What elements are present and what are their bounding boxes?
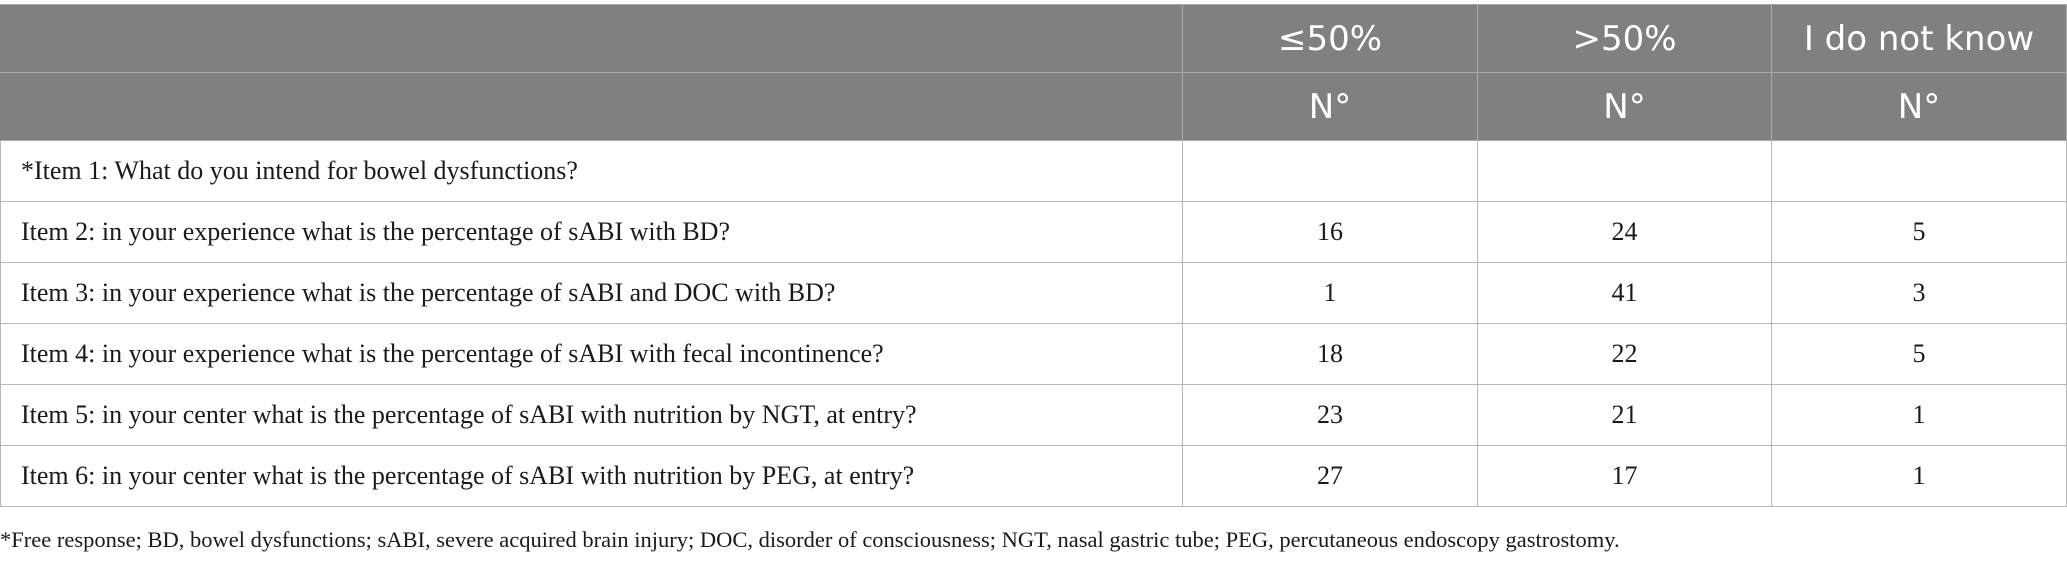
- header-count-do-not-know: N°: [1772, 73, 2067, 141]
- item-question: Item 6: in your center what is the percentage of sABI with nutrition by PEG, at entry?: [1, 446, 1183, 507]
- count-le50: [1183, 141, 1478, 202]
- table-row: [1, 202, 2067, 263]
- table-footnote: *Free response; BD, bowel dysfunctions; sABI, severe acquired brain injury; DOC, disorder of consciousness; NGT, nasal gastric tube; PEG, percutaneous endoscopy gastrostomy.: [0, 527, 1620, 552]
- header-row-count: [1, 73, 2067, 141]
- header-count-gt50: N°: [1478, 73, 1772, 141]
- table-row: [1, 324, 2067, 385]
- item-question: Item 2: in your experience what is the percentage of sABI with BD?: [1, 202, 1183, 263]
- count-le50: 27: [1183, 446, 1478, 507]
- count-do-not-know: 5: [1772, 202, 2067, 263]
- header-row-percent: [1, 5, 2067, 73]
- item-question: *Item 1: What do you intend for bowel dysfunctions?: [1, 141, 1183, 202]
- count-gt50: 22: [1478, 324, 1772, 385]
- count-gt50: 24: [1478, 202, 1772, 263]
- count-do-not-know: [1772, 141, 2067, 202]
- table-row: [1, 446, 2067, 507]
- count-do-not-know: 3: [1772, 263, 2067, 324]
- count-do-not-know: 1: [1772, 385, 2067, 446]
- count-le50: 16: [1183, 202, 1478, 263]
- header-le50: ≤50%: [1183, 5, 1478, 73]
- count-gt50: 41: [1478, 263, 1772, 324]
- count-le50: 18: [1183, 324, 1478, 385]
- item-question: Item 4: in your experience what is the percentage of sABI with fecal incontinence?: [1, 324, 1183, 385]
- item-question: Item 5: in your center what is the percentage of sABI with nutrition by NGT, at entry?: [1, 385, 1183, 446]
- header-count-le50: N°: [1183, 73, 1478, 141]
- count-gt50: [1478, 141, 1772, 202]
- count-gt50: 21: [1478, 385, 1772, 446]
- table-row: [1, 141, 2067, 202]
- count-do-not-know: 1: [1772, 446, 2067, 507]
- count-le50: 1: [1183, 263, 1478, 324]
- count-le50: 23: [1183, 385, 1478, 446]
- table-row: [1, 263, 2067, 324]
- table-row: [1, 385, 2067, 446]
- count-do-not-know: 5: [1772, 324, 2067, 385]
- header-blank-cell: [1, 73, 1183, 141]
- item-question: Item 3: in your experience what is the percentage of sABI and DOC with BD?: [1, 263, 1183, 324]
- count-gt50: 17: [1478, 446, 1772, 507]
- header-do-not-know: I do not know: [1772, 5, 2067, 73]
- header-gt50: >50%: [1478, 5, 1772, 73]
- survey-results-table: [0, 4, 2067, 507]
- header-blank-cell: [1, 5, 1183, 73]
